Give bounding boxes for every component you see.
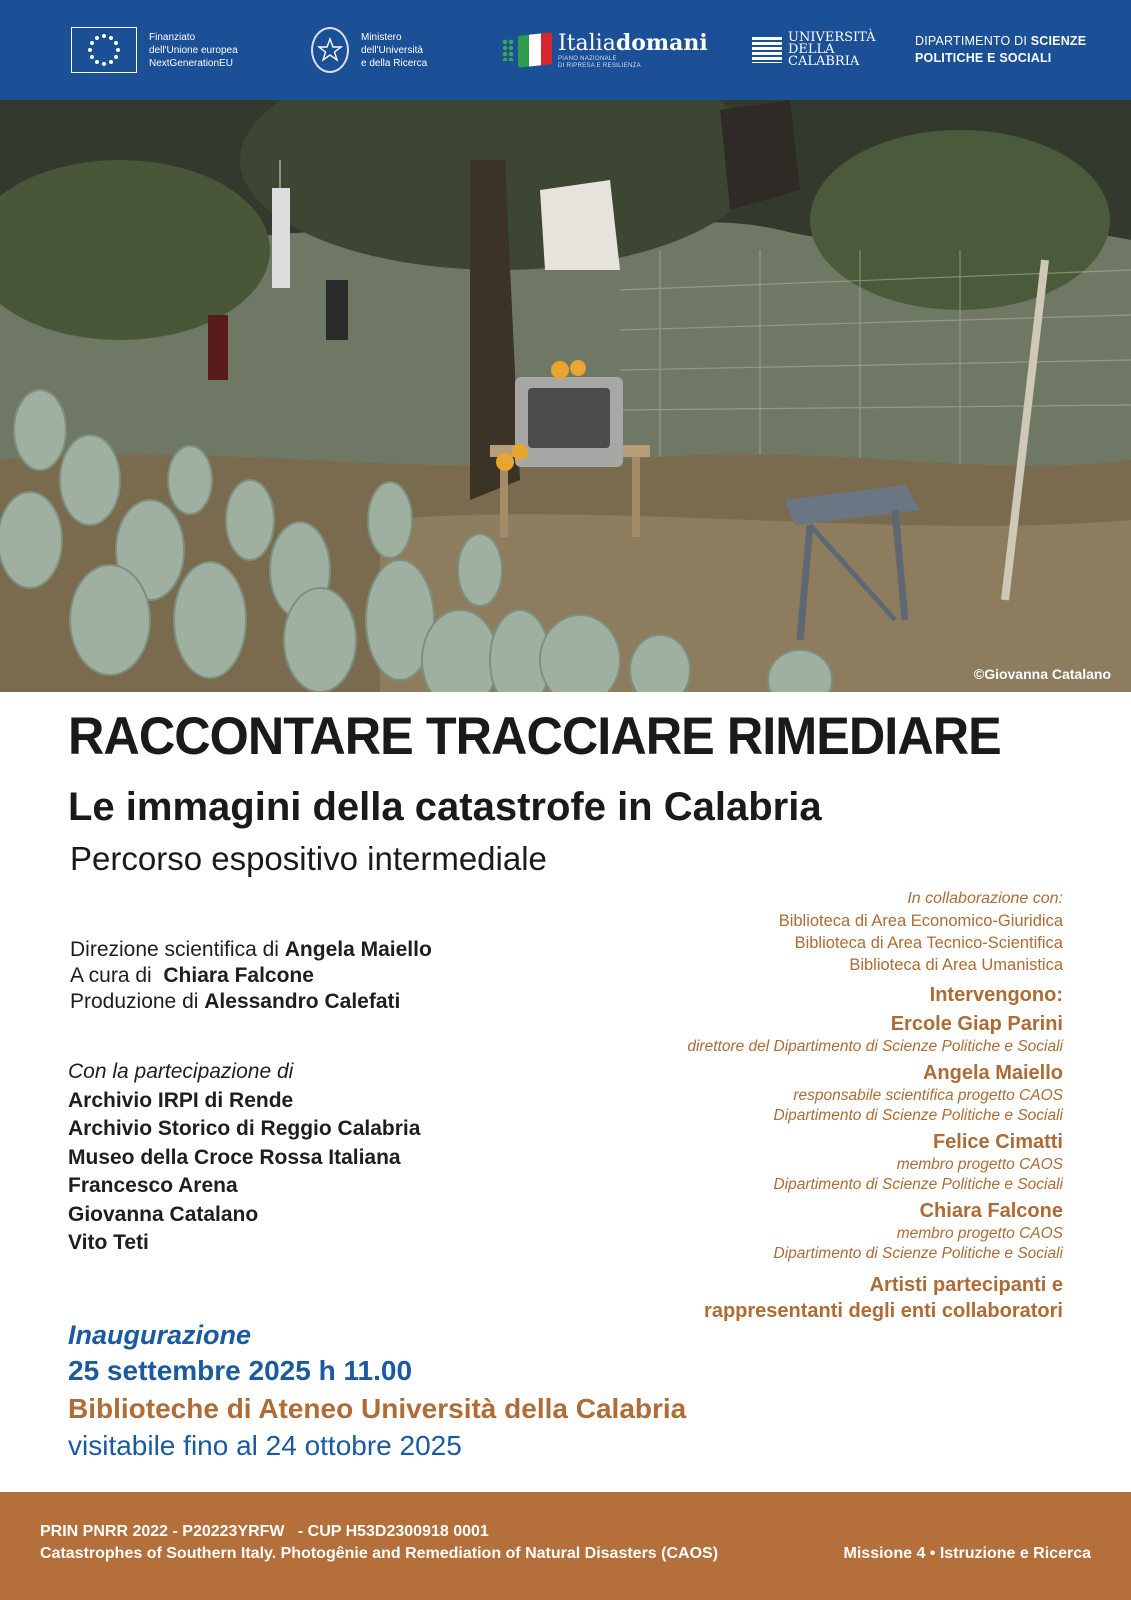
exhibition-photo [0, 100, 1131, 692]
ministry-logo [311, 0, 427, 100]
event-label: Inaugurazione [68, 1320, 252, 1350]
eu-flag-icon [71, 27, 137, 73]
credit-row [70, 937, 432, 963]
participant-name: Vito Teti [68, 1231, 149, 1254]
footer-project-info [40, 1521, 718, 1565]
event-until: visitabile fino al 24 ottobre 2025 [68, 1430, 462, 1461]
department-line2: POLITICHE E SOCIALI [915, 51, 1052, 65]
speaker-role: membro progetto CAOS [896, 1225, 1063, 1242]
speakers-title: Intervengono: [929, 984, 1063, 1006]
participant-name: Giovanna Catalano [68, 1202, 259, 1226]
credit-label: Produzione di [70, 990, 205, 1013]
ministry-line: Ministero [361, 31, 402, 43]
speaker-name: Felice Cimatti [932, 1131, 1063, 1153]
university-line: UNIVERSITÀ [788, 30, 876, 45]
collaboration-label: In collaborazione con: [907, 890, 1063, 907]
university-name [788, 32, 876, 68]
speaker-role: direttore del Dipartimento di Scienze Politiche e Sociali [687, 1038, 1063, 1055]
artists-note [543, 1272, 1063, 1324]
credit-label: A cura di [70, 964, 164, 987]
credit-row [70, 963, 432, 989]
logo-header [0, 0, 1131, 100]
republic-emblem-icon [311, 27, 349, 73]
participant-name: Francesco Arena [68, 1174, 238, 1197]
italiadomani-wordmark [558, 31, 708, 56]
credit-name: Angela Maiello [284, 938, 432, 961]
italiadomani-name-bold: domani [615, 29, 708, 56]
artists-line: rappresentanti degli enti collaboratori [704, 1300, 1063, 1322]
collaboration-item: Biblioteca di Area Umanistica [849, 956, 1063, 974]
speaker-role: Dipartimento di Scienze Politiche e Sociali [773, 1176, 1063, 1193]
speaker-entry [543, 1012, 1063, 1057]
speaker-entry [543, 1061, 1063, 1126]
speaker-name: Angela Maiello [922, 1062, 1063, 1084]
eu-logo [71, 0, 238, 100]
department-line1-bold: SCIENZE [1030, 34, 1087, 48]
ministry-text [361, 31, 427, 70]
event-info [68, 1318, 686, 1464]
university-mark-icon [752, 37, 782, 63]
speaker-name: Ercole Giap Parini [890, 1013, 1063, 1035]
department-line1-regular: DIPARTIMENTO DI [915, 34, 1031, 48]
eu-line: NextGenerationEU [149, 57, 233, 69]
italiadomani-sub: PIANO NAZIONALE [558, 55, 617, 62]
exhibition-tagline: Percorso espositivo intermediale [70, 840, 547, 877]
footer-grant-line: PRIN PNRR 2022 - P20223YRFW - CUP H53D2300918 0001 [40, 1523, 489, 1540]
participant-name: Archivio Storico di Reggio Calabria [68, 1117, 421, 1140]
speaker-name: Chiara Falcone [919, 1200, 1063, 1222]
ministry-line: dell'Università [361, 44, 423, 56]
department-logo [915, 0, 1086, 100]
speaker-role: responsabile scientifica progetto CAOS [793, 1087, 1063, 1104]
italiadomani-sub: DI RIPRESA E RESILIENZA [558, 62, 641, 69]
university-logo [752, 0, 876, 100]
credit-name: Alessandro Calefati [204, 990, 401, 1013]
artists-line: Artisti partecipanti e [869, 1274, 1063, 1296]
university-line: DELLA [788, 42, 835, 57]
collaboration-item: Biblioteca di Area Economico-Giuridica [778, 912, 1063, 930]
credits-block [70, 937, 432, 1015]
participant-name: Archivio IRPI di Rende [68, 1088, 294, 1112]
participants-block [68, 1058, 420, 1258]
speaker-role: membro progetto CAOS [896, 1156, 1063, 1173]
photo-credit: ©Giovanna Catalano [973, 666, 1111, 682]
exhibition-title: RACCONTARE TRACCIARE RIMEDIARE [68, 707, 1001, 766]
italiadomani-logo [502, 0, 708, 100]
eu-funding-text [149, 31, 238, 70]
speaker-role: Dipartimento di Scienze Politiche e Sociali [773, 1245, 1063, 1262]
credit-label: Direzione scientifica di [70, 938, 285, 961]
project-footer [0, 1492, 1131, 1600]
exhibition-subtitle: Le immagini della catastrofe in Calabria [68, 785, 822, 829]
participant-name: Museo della Croce Rossa Italiana [68, 1145, 401, 1169]
event-venue: Biblioteche di Ateneo Università della Calabria [68, 1393, 687, 1424]
credit-row [70, 989, 432, 1015]
dots-icon [502, 39, 514, 61]
italian-flag-icon [518, 32, 552, 68]
event-datetime: 25 settembre 2025 h 11.00 [68, 1355, 413, 1386]
university-line: CALABRIA [788, 54, 860, 69]
garden-scene-illustration [0, 100, 1131, 692]
collaboration-item: Biblioteca di Area Tecnico-Scientifica [794, 934, 1063, 952]
eu-line: dell'Unione europea [149, 44, 238, 56]
department-name [915, 33, 1086, 67]
right-column [543, 888, 1063, 1324]
footer-project-title: Catastrophes of Southern Italy. Photogênie and Remediation of Natural Disasters (CAOS) [40, 1545, 719, 1562]
italiadomani-name-light: Italia [558, 30, 616, 56]
speaker-entry [543, 1130, 1063, 1195]
speaker-entry [543, 1199, 1063, 1264]
eu-line: Finanziato [149, 31, 196, 43]
ministry-line: e della Ricerca [361, 57, 428, 69]
credit-name: Chiara Falcone [163, 964, 314, 987]
footer-mission: Missione 4 • Istruzione e Ricerca [843, 1545, 1091, 1562]
speaker-role: Dipartimento di Scienze Politiche e Sociali [773, 1107, 1063, 1124]
participants-intro: Con la partecipazione di [68, 1060, 294, 1083]
